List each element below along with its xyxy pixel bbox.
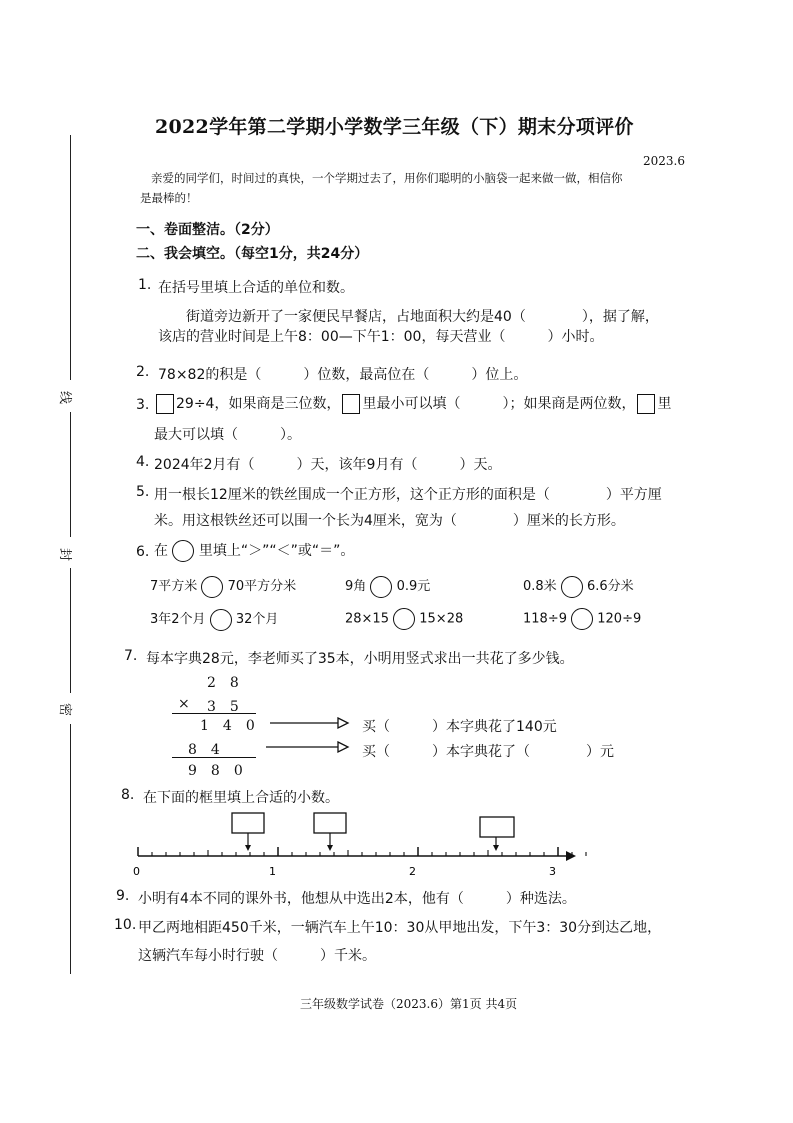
q6-item-right: 32个月 [235, 612, 279, 627]
q7-note-2: 买（ ）本字典花了（ ）元 [362, 744, 614, 760]
q6-item-right: 15×28 [419, 611, 464, 627]
q4-text: 2024年2月有（ ）天，该年9月有（ ）天。 [154, 457, 502, 473]
calc-row-3: 1 4 0 [200, 718, 255, 734]
number-line-arrowhead [566, 851, 576, 861]
page-footer: 三年级数学试卷（2023.6）第1页 共4页 [300, 997, 518, 1011]
q6-item-left: 0.8米 [523, 579, 557, 594]
calc-rule-2 [172, 757, 256, 758]
answer-box-3 [480, 817, 514, 837]
number-line [128, 805, 588, 880]
section-1-title: 一、卷面整洁。（2分） [136, 222, 279, 238]
q1-text: 在括号里填上合适的单位和数。 [158, 280, 354, 296]
calc-row-2: 3 5 [207, 699, 239, 715]
page-title: 2022学年第二学期小学数学三年级（下）期末分项评价 [155, 116, 634, 138]
number-line-ticks [138, 847, 586, 856]
compare-circle[interactable] [201, 576, 223, 598]
tick-label-0: 0 [133, 865, 140, 878]
arrow-icon [270, 716, 350, 730]
compare-circle[interactable] [561, 576, 583, 598]
q6-item-left: 118÷9 [523, 611, 567, 627]
q6-item-right: 120÷9 [597, 611, 642, 627]
q6-item-left: 9角 [345, 579, 367, 594]
q6-text [154, 540, 354, 562]
compare-circle[interactable] [571, 608, 593, 630]
binding-line-bottom [70, 724, 71, 974]
q7-number: 7. [124, 648, 138, 664]
compare-circle-example [172, 540, 194, 562]
q6-item-left: 3年2个月 [150, 612, 206, 627]
q3-part-b: 里最小可以填（ ）；如果商是两位数， [362, 396, 636, 412]
q5-line-1: 用一根长12厘米的铁丝围成一个正方形，这个正方形的面积是（ ）平方厘 [154, 487, 662, 503]
q10-line-1: 甲乙两地相距450千米，一辆汽车上午10：30从甲地出发，下午3：30分到达乙地， [138, 920, 662, 936]
compare-circle[interactable] [210, 609, 232, 631]
q6-item-3 [523, 575, 634, 598]
q2-number: 2. [136, 364, 150, 380]
q1-number: 1. [138, 277, 152, 293]
q3-part-a: 29÷4，如果商是三位数， [176, 396, 341, 412]
q6-item-left: 7平方米 [150, 579, 198, 594]
intro-line-2: 是最棒的！ [140, 191, 198, 205]
q3-box-3 [637, 394, 655, 414]
binding-line-low [70, 568, 71, 693]
q10-line-2: 这辆汽车每小时行驶（ ）千米。 [138, 948, 376, 964]
q1-line-2: 该店的营业时间是上午8：00—下午1：00，每天营业（ ）小时。 [158, 329, 604, 345]
q7-note-1: 买（ ）本字典花了140元 [362, 719, 557, 735]
q4-number: 4. [136, 454, 150, 470]
q10-number: 10. [114, 917, 137, 933]
compare-circle[interactable] [370, 576, 392, 598]
q9-text: 小明有4本不同的课外书，他想从中选出2本，他有（ ）种选法。 [138, 891, 576, 907]
q6-item-6 [523, 608, 641, 630]
q6-item-2 [345, 575, 430, 598]
exam-date: 2023.6 [643, 154, 685, 168]
binding-label-mi: 密 [57, 702, 73, 717]
q1-line-1: 街道旁边新开了一家便民早餐店，占地面积大约是40（ ），据了解， [186, 309, 659, 325]
q3-number: 3. [136, 397, 150, 413]
q6-item-right: 0.9元 [396, 579, 431, 594]
q8-number: 8. [121, 787, 135, 803]
q3-line-2: 最大可以填（ ）。 [154, 427, 301, 443]
calc-rule-1 [172, 713, 256, 714]
q5-number: 5. [136, 484, 150, 500]
q2-text: 78×82的积是（ ）位数，最高位在（ ）位上。 [158, 367, 528, 383]
tick-label-2: 2 [409, 865, 416, 878]
calc-row-1: 2 8 [207, 675, 239, 691]
answer-box-1 [232, 813, 264, 833]
q3-line-1 [154, 393, 671, 414]
section-2-title: 二、我会填空。（每空1分，共24分） [136, 246, 369, 262]
q6-item-1 [150, 575, 296, 598]
q8-text: 在下面的框里填上合适的小数。 [143, 790, 339, 806]
calc-row-5: 9 8 0 [188, 763, 243, 779]
binding-line-top [70, 135, 71, 380]
q6-item-right: 6.6分米 [586, 579, 634, 594]
calc-times-sign: × [178, 696, 190, 712]
binding-label-xian: 线 [57, 390, 73, 405]
compare-circle[interactable] [393, 608, 415, 630]
q6-item-5 [345, 608, 463, 630]
intro-line-1: 亲爱的同学们，时间过的真快，一个学期过去了，用你们聪明的小脑袋一起来做一做，相信你 [151, 171, 623, 185]
tick-label-3: 3 [549, 865, 556, 878]
q3-part-c: 里 [657, 396, 672, 412]
binding-line-mid [70, 412, 71, 537]
q6-item-left: 28×15 [345, 611, 389, 627]
answer-box-2 [314, 813, 346, 833]
q6-item-4 [150, 608, 278, 631]
q6-text-b: 里填上“＞”“＜”或“＝”。 [198, 543, 355, 559]
q5-line-2: 米。用这根铁丝还可以围一个长为4厘米，宽为（ ）厘米的长方形。 [154, 513, 625, 529]
q3-box-1 [156, 394, 174, 414]
q9-number: 9. [116, 888, 130, 904]
binding-label-feng: 封 [57, 547, 73, 562]
arrow-icon [266, 740, 350, 754]
q6-text-a: 在 [154, 543, 168, 559]
q3-box-2 [342, 394, 360, 414]
calc-row-4: 8 4 [188, 742, 220, 758]
q7-text: 每本字典28元，李老师买了35本，小明用竖式求出一共花了多少钱。 [146, 651, 574, 667]
q6-number: 6. [136, 544, 150, 560]
q6-item-right: 70平方分米 [227, 579, 297, 594]
tick-label-1: 1 [269, 865, 276, 878]
